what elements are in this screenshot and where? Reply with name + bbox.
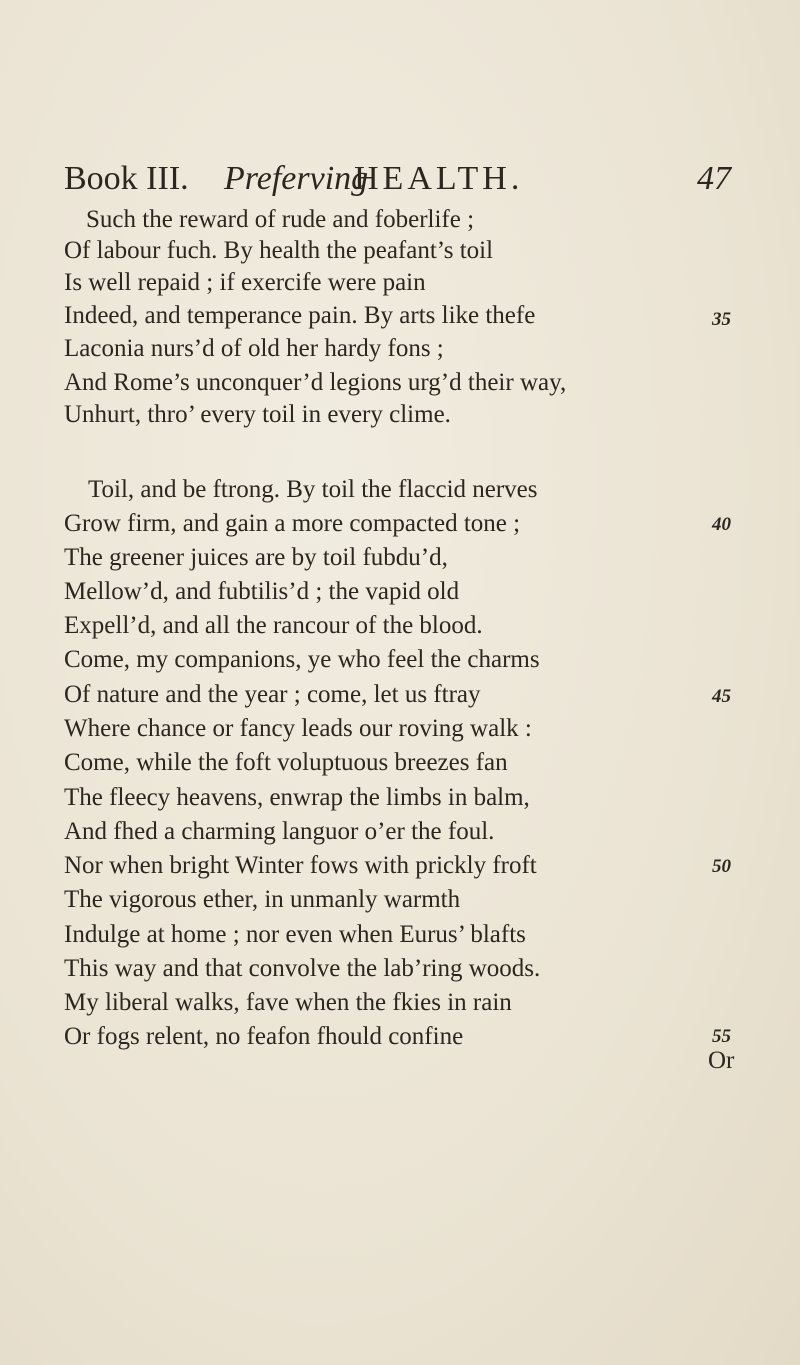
verse-line: And fhed a charming languor o’er the foul. [64, 818, 495, 845]
verse-line: My liberal walks, fave when the fkies in rain [64, 989, 512, 1016]
catchword: Or [708, 1047, 735, 1074]
verse-line: Come, my companions, ye who feel the charms [64, 646, 540, 673]
verse-line: Come, while the foft voluptuous breezes fan [64, 749, 508, 776]
line-number: 50 [712, 856, 731, 877]
verse-line: Nor when bright Winter fows with prickly froft [64, 852, 537, 879]
preserving-label: Preferving [224, 160, 369, 197]
verse-line: Indeed, and temperance pain. By arts like thefe [64, 302, 536, 329]
verse-line: The vigorous ether, in unmanly warmth [64, 886, 461, 913]
line-number: 45 [712, 686, 731, 707]
line-number: 55 [712, 1026, 731, 1047]
verse-line: Or fogs relent, no feafon fhould confine [64, 1023, 464, 1050]
page-title: HEALTH. [354, 160, 524, 197]
verse-line: The fleecy heavens, enwrap the limbs in balm, [64, 784, 530, 811]
book-label: Book III. [64, 160, 189, 197]
verse-line: Where chance or fancy leads our roving walk : [64, 715, 532, 742]
verse-line: Laconia nurs’d of old her hardy fons ; [64, 335, 444, 362]
verse-line: Toil, and be ftrong. By toil the flaccid nerves [88, 476, 538, 503]
verse-line: Such the reward of rude and foberlife ; [86, 206, 475, 233]
verse-line: The greener juices are by toil fubdu’d, [64, 544, 448, 571]
verse-line: Of labour fuch. By health the peafant’s toil [64, 237, 494, 264]
verse-line: Expell’d, and all the rancour of the blood. [64, 612, 483, 639]
verse-line: Unhurt, thro’ every toil in every clime. [64, 401, 451, 428]
page-number: 47 [697, 160, 731, 197]
running-header [64, 160, 744, 200]
verse-line: Mellow’d, and fubtilis’d ; the vapid old [64, 578, 460, 605]
verse-line: Of nature and the year ; come, let us ftray [64, 681, 481, 708]
verse-line: And Rome’s unconquer’d legions urg’d their way, [64, 369, 567, 396]
line-number: 40 [712, 514, 731, 535]
verse-line: Indulge at home ; nor even when Eurus’ blafts [64, 921, 526, 948]
verse-line: This way and that convolve the lab’ring woods. [64, 955, 541, 982]
line-number: 35 [712, 309, 731, 330]
verse-line: Is well repaid ; if exercife were pain [64, 269, 426, 296]
verse-line: Grow firm, and gain a more compacted tone ; [64, 510, 521, 537]
